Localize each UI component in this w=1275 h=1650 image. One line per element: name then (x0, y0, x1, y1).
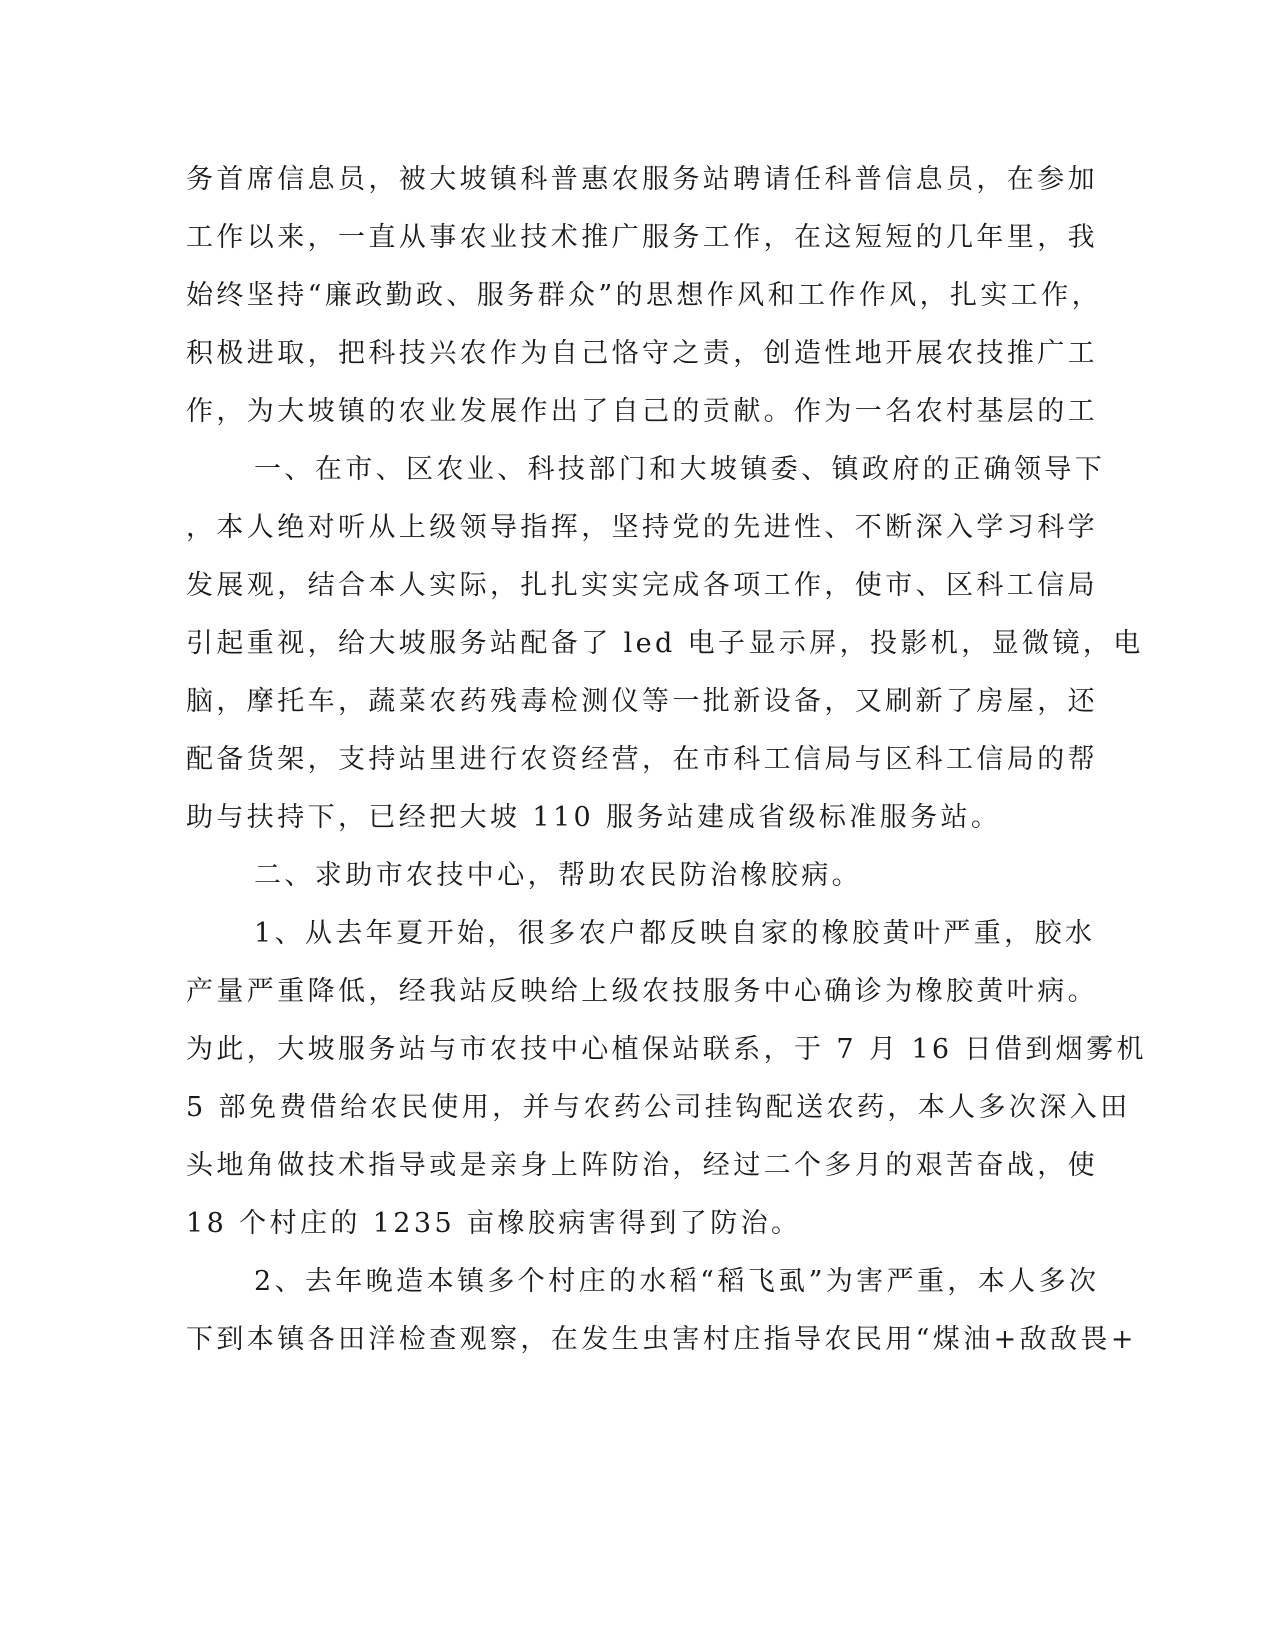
text-line: 始终坚持“廉政勤政、服务群众”的思想作风和工作作风，扎实工作， (186, 280, 1103, 311)
text-line: ，本人绝对听从上级领导指挥，坚持党的先进性、不断深入学习科学 (186, 512, 1098, 543)
text-line: 18 个村庄的 1235 亩橡胶病害得到了防治。 (186, 1208, 802, 1239)
text-line: 配备货架，支持站里进行农资经营，在市科工信局与区科工信局的帮 (186, 744, 1098, 775)
paragraph-heading-2: 二、求助市农技中心，帮助农民防治橡胶病。 (254, 860, 862, 891)
text-line: 脑，摩托车，蔬菜农药残毒检测仪等一批新设备，又刷新了房屋，还 (186, 686, 1098, 717)
text-line: 头地角做技术指导或是亲身上阵防治，经过二个多月的艰苦奋战，使 (186, 1150, 1098, 1181)
paragraph-heading-1: 一、在市、区农业、科技部门和大坡镇委、镇政府的正确领导下 (254, 454, 1106, 485)
text-line: 助与扶持下，已经把大坡 110 服务站建成省级标准服务站。 (186, 802, 1002, 833)
text-line: 5 部免费借给农民使用，并与农药公司挂钩配送农药，本人多次深入田 (186, 1092, 1131, 1123)
text-line: 作，为大坡镇的农业发展作出了自己的贡献。作为一名农村基层的工 (186, 396, 1098, 427)
text-line: 工作以来，一直从事农业技术推广服务工作，在这短短的几年里，我 (186, 222, 1098, 253)
text-line: 积极进取，把科技兴农作为自己恪守之责，创造性地开展农技推广工 (186, 338, 1098, 369)
paragraph-item-2: 2、去年晚造本镇多个村庄的水稻“稻飞虱”为害严重，本人多次 (254, 1266, 1100, 1297)
text-line: 引起重视，给大坡服务站配备了 led 电子显示屏，投影机，显微镜，电 (186, 628, 1144, 659)
text-line: 为此，大坡服务站与市农技中心植保站联系，于 7 月 16 日借到烟雾机 (186, 1034, 1147, 1065)
text-line: 务首席信息员，被大坡镇科普惠农服务站聘请任科普信息员，在参加 (186, 164, 1098, 195)
paragraph-item-1: 1、从去年夏开始，很多农户都反映自家的橡胶黄叶严重，胶水 (254, 918, 1096, 949)
text-line: 下到本镇各田洋检查观察，在发生虫害村庄指导农民用“煤油+敌敌畏+ (186, 1324, 1137, 1355)
text-line: 发展观，结合本人实际，扎扎实实完成各项工作，使市、区科工信局 (186, 570, 1098, 601)
text-line: 产量严重降低，经我站反映给上级农技服务中心确诊为橡胶黄叶病。 (186, 976, 1098, 1007)
